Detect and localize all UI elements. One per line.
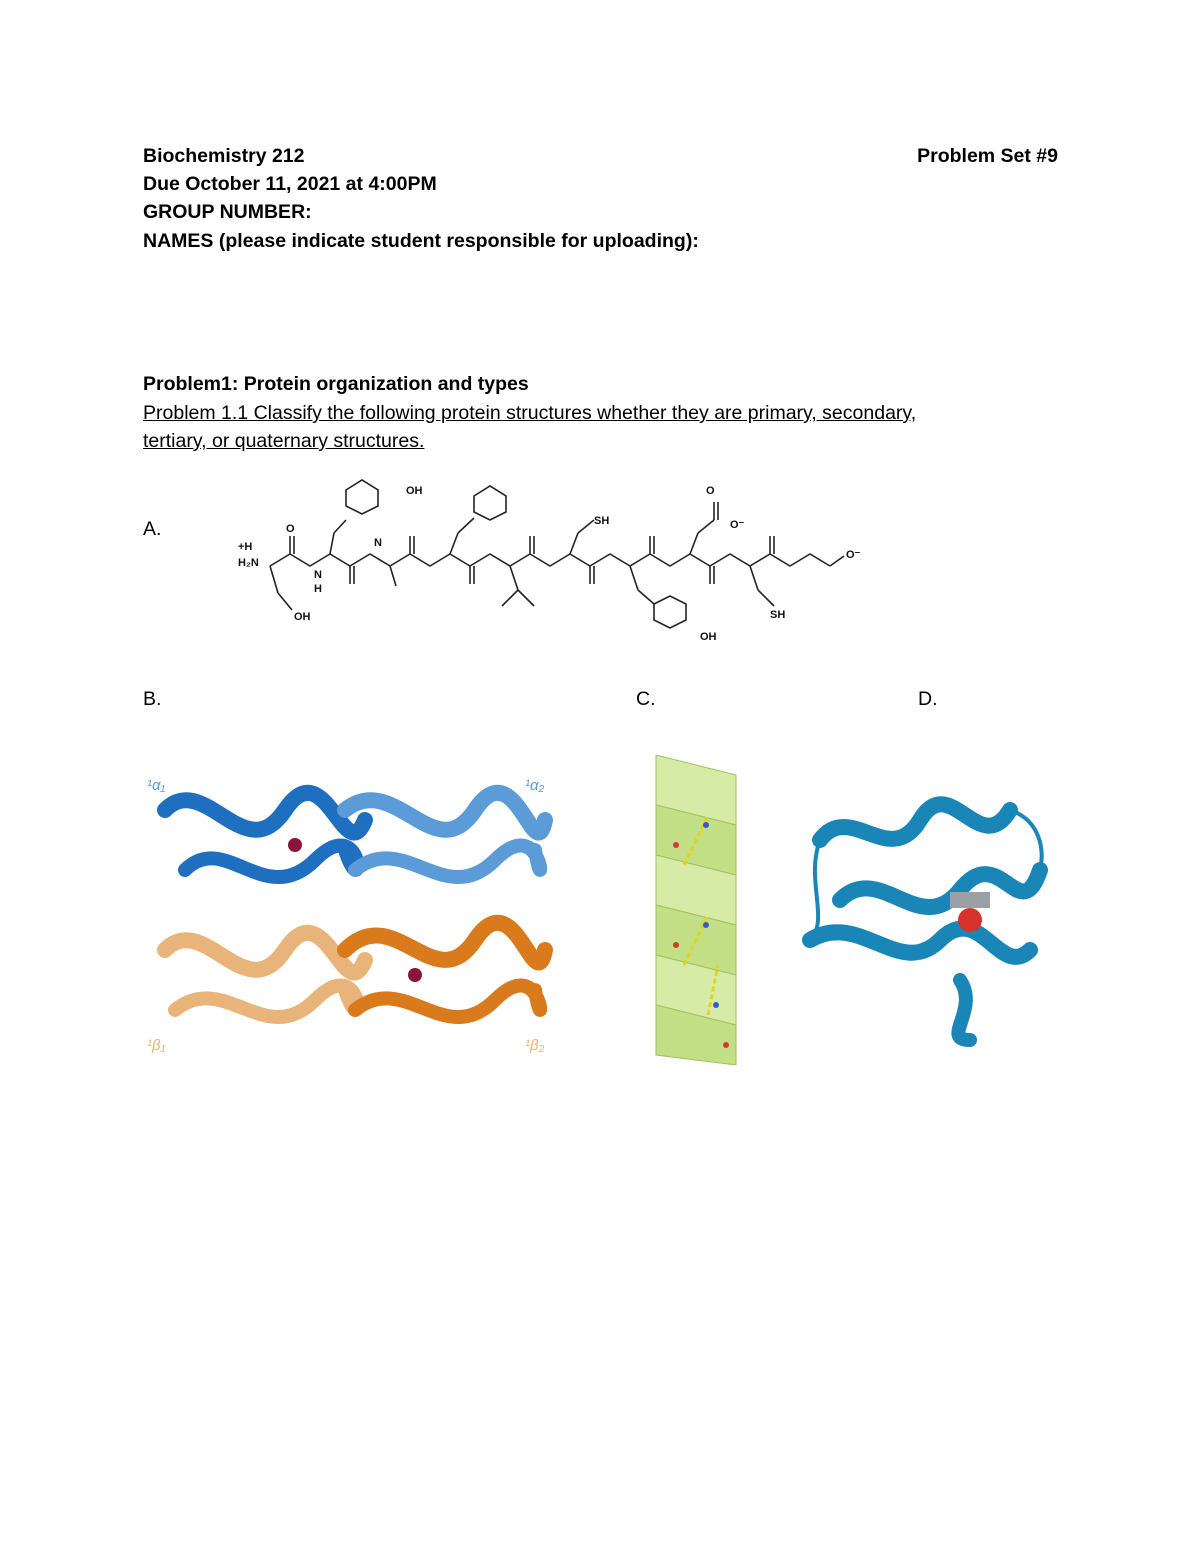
problem1-1-label: Problem 1.1 [143,402,249,424]
problem1-1-text: Classify the following protein structures whether they are primary, secondary, [253,402,917,424]
amine-plus-h: +H [238,541,253,553]
hemoglobin-ribbon-image [145,750,565,1070]
atom-sh-1: SH [594,515,610,527]
names-label: NAMES (please indicate student responsible for uploading): [143,230,699,252]
atom-o-asp: O [706,485,715,497]
atom-oh-tyr1: OH [406,485,423,497]
beta1-label: ¹β₁ [147,1037,166,1054]
figure-a-label: A. [143,518,162,540]
due-date: Due October 11, 2021 at 4:00PM [143,173,437,195]
atom-h: H [314,583,322,595]
atom-o-minus-c-term: O⁻ [846,549,861,561]
atom-n: N [314,569,322,581]
alpha1-label: ¹α₁ [147,777,166,794]
myoglobin-ribbon-image [800,780,1062,1055]
atom-n-2: N [374,537,382,549]
problem1-title: Problem1: Protein organization and types [143,373,529,395]
alpha-helix-image [646,755,746,1065]
atom-o: O [286,523,295,535]
atom-o-minus-asp: O⁻ [730,519,745,531]
group-number-label: GROUP NUMBER: [143,201,312,223]
problem1-1-question-line2: tertiary, or quaternary structures. [143,430,425,452]
atom-oh: OH [294,611,311,623]
atom-sh-2: SH [770,609,786,621]
figure-c-label: C. [636,688,656,710]
amine-h2n: H₂N [238,557,259,569]
figure-b-label: B. [143,688,162,710]
problem1-1-question [143,399,916,427]
alpha2-label: ¹α₂ [525,777,545,794]
course-title: Biochemistry 212 [143,145,305,167]
peptide-structure-diagram [230,478,870,658]
figure-d-label: D. [918,688,938,710]
problem-set-number: Problem Set #9 [917,145,1058,167]
beta2-label: ¹β₂ [525,1037,545,1054]
atom-oh-tyr2: OH [700,631,717,643]
